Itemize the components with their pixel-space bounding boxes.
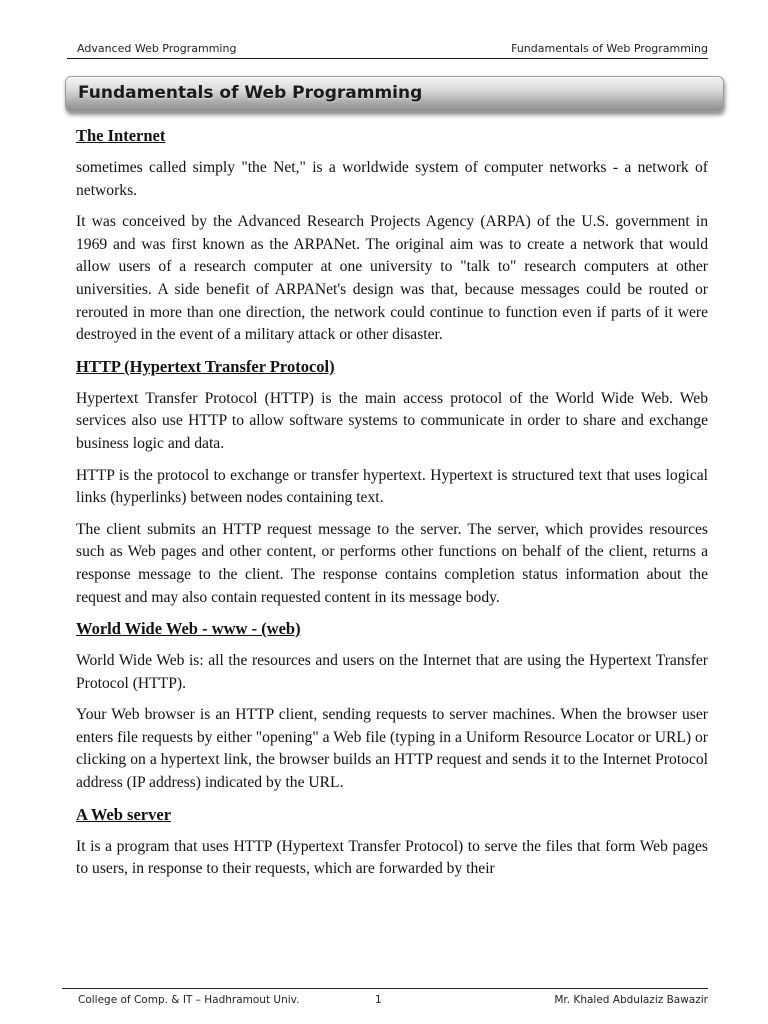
footer-author: Mr. Khaled Abdulaziz Bawazir [554, 994, 708, 1006]
paragraph: HTTP is the protocol to exchange or transfer hypertext. Hypertext is structured text that uses logical links (hyperlinks) between nodes containing text. [76, 466, 708, 507]
paragraph: sometimes called simply "the Net," is a worldwide system of computer networks - a network of networks. [76, 159, 708, 199]
paragraph: It is a program that uses HTTP (Hypertext Transfer Protocol) to serve the files that form Web pages to users, in response to their requests, which are forwarded by their [76, 837, 708, 878]
section-internet [76, 125, 708, 347]
section-heading: The Internet [76, 126, 166, 145]
header-course-title: Advanced Web Programming [77, 42, 237, 55]
chapter-title-banner [65, 76, 724, 112]
section-http [76, 356, 708, 609]
paragraph: Your Web browser is an HTTP client, sending requests to server machines. When the browser user enters file requests by either "opening" a Web file (typing in a Uniform Resource Locator or URL) or clicking on a hypertext link, the browser builds an HTTP request and sends it to the Internet Protocol address (IP address) indicated by the URL. [76, 706, 708, 792]
page-number: 1 [375, 994, 382, 1006]
section-web-server [76, 804, 708, 881]
section-heading: World Wide Web - www - (web) [76, 619, 301, 639]
paragraph: It was conceived by the Advanced Research Projects Agency (ARPA) of the U.S. government in 1969 and was first known as the ARPANet. The original aim was to create a network that would allow users of a research computer at one university to "talk to" research computers at other universities. A side benefit of ARPANet's design was that, because messages could be routed or rerouted in more than one direction, the network could continue to function even if parts of it were destroyed in the event of a military attack or other disaster. [76, 213, 708, 344]
footer-institution: College of Comp. & IT – Hadhramout Univ. [78, 994, 300, 1006]
paragraph: Hypertext Transfer Protocol (HTTP) is the main access protocol of the World Wide Web. Web services also use HTTP to allow software systems to communicate in order to share and exchange business logic and data. [76, 389, 708, 452]
page-footer [62, 988, 708, 1013]
paragraph: The client submits an HTTP request message to the server. The server, which provides resources such as Web pages and other content, or performs other functions on behalf of the client, returns a response message to the client. The response contains completion status information about the request and may also contain requested content in its message body. [76, 520, 708, 606]
document-body [76, 125, 708, 890]
chapter-title: Fundamentals of Web Programming [78, 83, 423, 103]
header-chapter-title: Fundamentals of Web Programming [511, 42, 708, 55]
paragraph: World Wide Web is: all the resources and users on the Internet that are using the Hypertext Transfer Protocol (HTTP). [76, 652, 708, 692]
section-heading: A Web server [76, 804, 172, 824]
section-heading: HTTP (Hypertext Transfer Protocol) [76, 356, 335, 376]
page-header [67, 40, 708, 59]
section-www [76, 618, 708, 795]
